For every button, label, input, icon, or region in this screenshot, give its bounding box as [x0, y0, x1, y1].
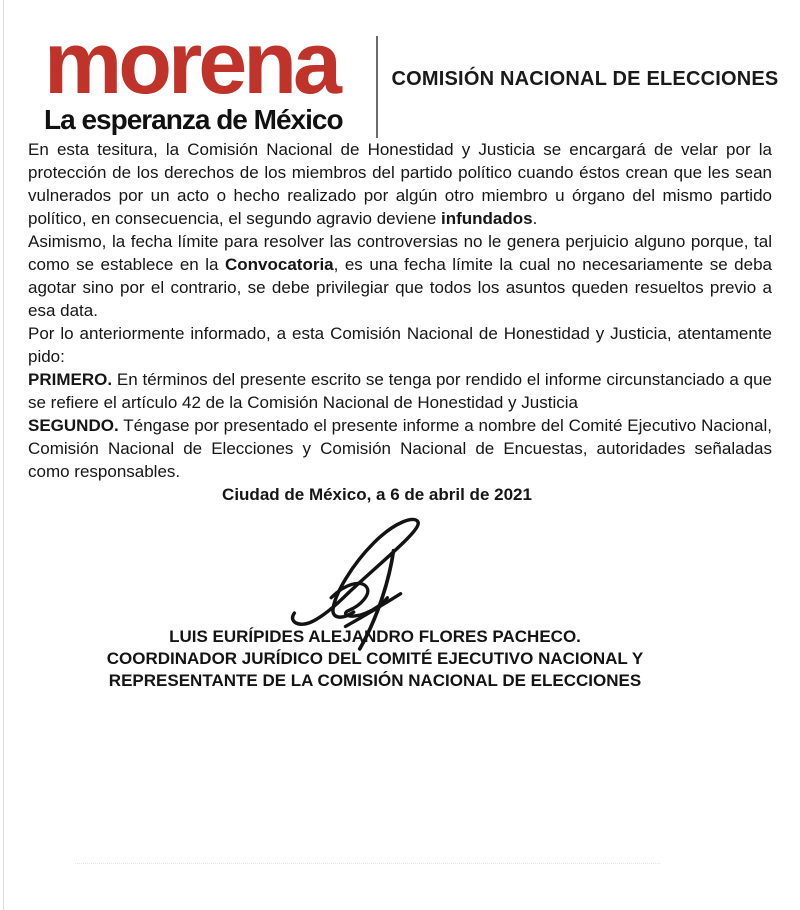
morena-logo — [44, 13, 374, 136]
signatory-name: LUIS EURÍPIDES ALEJANDRO FLORES PACHECO. — [169, 627, 581, 646]
signatory-title-line1: COORDINADOR JURÍDICO DEL COMITÉ EJECUTIVO NACIONAL Y — [106, 649, 644, 668]
paragraph-segundo — [28, 414, 772, 483]
paragraph-primero — [28, 368, 772, 414]
morena-wordmark: morena — [44, 13, 338, 112]
paragraph-text: En esta tesitura, la Comisión Nacional de Honestidad y Justicia se encargará de velar por la protección de los derechos de los miembros del partido político cuando éstos crean que les sean vulnerados por un acto o hecho realizado por algún otro miembro u órgano del mismo partido político, en consecuencia, el segundo agravio deviene — [28, 140, 772, 228]
paragraph-text: . — [532, 209, 538, 228]
bold-primero: PRIMERO. — [28, 370, 113, 389]
paragraph-text: , es una fecha límite la cual no necesariamente se deba agotar sino por el contrario, se debe privilegiar que todos los asuntos queden resueltos previo a esa data. — [28, 255, 772, 320]
scan-artifact-line — [75, 863, 660, 864]
signatory-title-line2: REPRESENTANTE DE LA COMISIÓN NACIONAL DE ELECCIONES — [108, 671, 642, 690]
paragraph-text: Asimismo, la fecha límite para resolver las controversias no le genera perjuicio alguno porque, tal como se establece en la — [28, 232, 772, 274]
bold-infundados: infundados — [441, 209, 533, 228]
commission-title: COMISIÓN NACIONAL DE ELECCIONES — [391, 68, 779, 90]
letterhead — [0, 0, 800, 138]
signatory-block — [3, 626, 747, 692]
letter-body — [0, 138, 800, 692]
paragraph-asimismo — [28, 230, 772, 322]
bold-convocatoria: Convocatoria — [224, 255, 334, 274]
paragraph-peticion: Por lo anteriormente informado, a esta Comisión Nacional de Honestidad y Justicia, atentamente pido: — [28, 324, 772, 366]
paragraph-text: En términos del presente escrito se tenga por rendido el informe circunstanciado a que se refiere el artículo 42 de la Comisión Nacional de Honestidad y Justicia — [28, 370, 772, 412]
morena-tagline: La esperanza de México — [44, 104, 343, 136]
scan-edge-line — [3, 0, 4, 910]
dateline: Ciudad de México, a 6 de abril de 2021 — [222, 485, 532, 504]
paragraph-text: Téngase por presentado el presente informe a nombre del Comité Ejecutivo Nacional, Comisión Nacional de Elecciones y Comisión Nacional de Encuestas, autoridades señaladas como responsables. — [28, 416, 772, 481]
paragraph-tesitura — [28, 138, 772, 230]
bold-segundo: SEGUNDO. — [28, 416, 119, 435]
